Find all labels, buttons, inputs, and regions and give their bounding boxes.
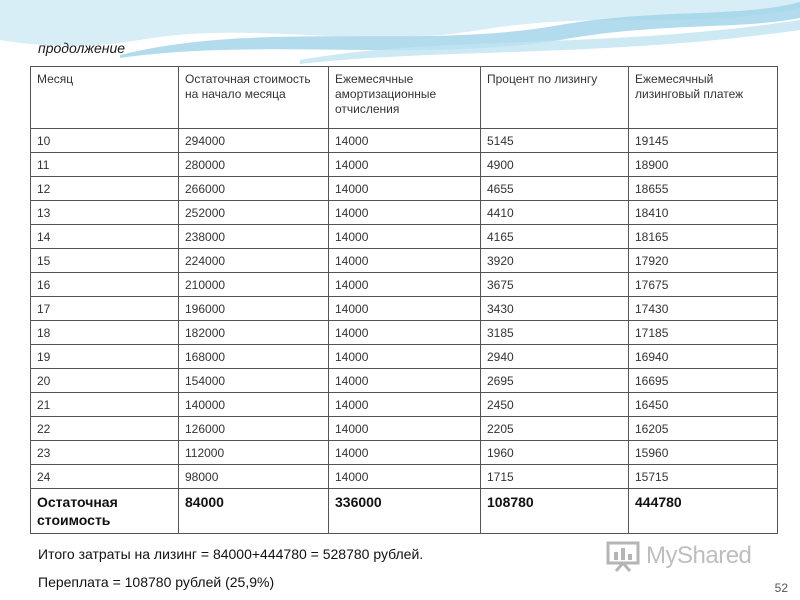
table-row (31, 225, 778, 249)
cell-payment: 17185 (629, 321, 778, 345)
cell-residual-value: 252000 (179, 201, 329, 225)
cell-residual-value: 294000 (179, 129, 329, 153)
cell-depreciation: 14000 (329, 129, 481, 153)
cell-residual-value: 182000 (179, 321, 329, 345)
cell-payment: 16450 (629, 393, 778, 417)
table-row (31, 321, 778, 345)
cell-month: 23 (31, 441, 179, 465)
cell-month: 14 (31, 225, 179, 249)
total-interest: 108780 (481, 489, 629, 534)
cell-month: 10 (31, 129, 179, 153)
cell-payment: 18655 (629, 177, 778, 201)
cell-interest: 4165 (481, 225, 629, 249)
table-row (31, 153, 778, 177)
cell-residual-value: 112000 (179, 441, 329, 465)
cell-interest: 2205 (481, 417, 629, 441)
cell-month: 20 (31, 369, 179, 393)
cell-payment: 16695 (629, 369, 778, 393)
table-row (31, 201, 778, 225)
table-row (31, 297, 778, 321)
cell-depreciation: 14000 (329, 369, 481, 393)
continuation-label: продолжение (38, 40, 126, 56)
leasing-schedule-table (30, 66, 778, 534)
cell-payment: 17675 (629, 273, 778, 297)
cell-residual-value: 154000 (179, 369, 329, 393)
cell-residual-value: 210000 (179, 273, 329, 297)
cell-interest: 2695 (481, 369, 629, 393)
cell-interest: 1715 (481, 465, 629, 489)
cell-depreciation: 14000 (329, 417, 481, 441)
table-row (31, 249, 778, 273)
cell-month: 21 (31, 393, 179, 417)
cell-residual-value: 98000 (179, 465, 329, 489)
cell-interest: 3430 (481, 297, 629, 321)
cell-payment: 18165 (629, 225, 778, 249)
cell-month: 13 (31, 201, 179, 225)
table-row (31, 129, 778, 153)
cell-month: 19 (31, 345, 179, 369)
cell-depreciation: 14000 (329, 225, 481, 249)
cell-payment: 17920 (629, 249, 778, 273)
cell-depreciation: 14000 (329, 153, 481, 177)
overpayment-text: Переплата = 108780 рублей (25,9%) (38, 574, 275, 590)
cell-depreciation: 14000 (329, 273, 481, 297)
cell-depreciation: 14000 (329, 321, 481, 345)
total-payment: 444780 (629, 489, 778, 534)
column-header-depreciation: Ежемесячные амортизационные отчисления (329, 67, 481, 129)
cell-payment: 18410 (629, 201, 778, 225)
table-row (31, 465, 778, 489)
table-row (31, 273, 778, 297)
table-row (31, 369, 778, 393)
table-header-row (31, 67, 778, 129)
cell-depreciation: 14000 (329, 177, 481, 201)
total-residual-value: 84000 (179, 489, 329, 534)
column-header-residual-value: Остаточная стоимость на начало месяца (179, 67, 329, 129)
cell-residual-value: 238000 (179, 225, 329, 249)
table-body (31, 129, 778, 489)
table-row (31, 417, 778, 441)
cell-interest: 4410 (481, 201, 629, 225)
column-header-month: Месяц (31, 67, 179, 129)
cell-residual-value: 168000 (179, 345, 329, 369)
column-header-payment: Ежемесячный лизинговый платеж (629, 67, 778, 129)
cell-depreciation: 14000 (329, 393, 481, 417)
cell-payment: 15960 (629, 441, 778, 465)
table-total-row (31, 489, 778, 534)
cell-payment: 19145 (629, 129, 778, 153)
cell-month: 18 (31, 321, 179, 345)
cell-residual-value: 126000 (179, 417, 329, 441)
myshared-logo (606, 538, 766, 574)
cell-residual-value: 196000 (179, 297, 329, 321)
cell-depreciation: 14000 (329, 345, 481, 369)
cell-interest: 4655 (481, 177, 629, 201)
column-header-interest: Процент по лизингу (481, 67, 629, 129)
page-number: 52 (774, 581, 788, 595)
cell-depreciation: 14000 (329, 201, 481, 225)
cell-interest: 4900 (481, 153, 629, 177)
cell-interest: 3185 (481, 321, 629, 345)
cell-month: 17 (31, 297, 179, 321)
table-row (31, 441, 778, 465)
presentation-board-icon (606, 540, 640, 572)
total-cost-text: Итого затраты на лизинг = 84000+444780 = 528780 рублей. (38, 546, 424, 562)
cell-payment: 18900 (629, 153, 778, 177)
cell-depreciation: 14000 (329, 297, 481, 321)
cell-month: 16 (31, 273, 179, 297)
table-row (31, 177, 778, 201)
cell-depreciation: 14000 (329, 249, 481, 273)
logo-text: MyShared (646, 542, 752, 569)
cell-interest: 3675 (481, 273, 629, 297)
cell-depreciation: 14000 (329, 465, 481, 489)
table-row (31, 345, 778, 369)
cell-interest: 2450 (481, 393, 629, 417)
cell-interest: 5145 (481, 129, 629, 153)
cell-residual-value: 280000 (179, 153, 329, 177)
cell-residual-value: 140000 (179, 393, 329, 417)
cell-month: 22 (31, 417, 179, 441)
cell-payment: 16940 (629, 345, 778, 369)
cell-payment: 17430 (629, 297, 778, 321)
cell-month: 11 (31, 153, 179, 177)
cell-month: 24 (31, 465, 179, 489)
cell-residual-value: 224000 (179, 249, 329, 273)
cell-interest: 1960 (481, 441, 629, 465)
cell-payment: 15715 (629, 465, 778, 489)
cell-depreciation: 14000 (329, 441, 481, 465)
cell-interest: 3920 (481, 249, 629, 273)
table-row (31, 393, 778, 417)
total-label: Остаточная стоимость (31, 489, 179, 534)
cell-residual-value: 266000 (179, 177, 329, 201)
total-depreciation: 336000 (329, 489, 481, 534)
cell-month: 15 (31, 249, 179, 273)
cell-interest: 2940 (481, 345, 629, 369)
cell-payment: 16205 (629, 417, 778, 441)
cell-month: 12 (31, 177, 179, 201)
